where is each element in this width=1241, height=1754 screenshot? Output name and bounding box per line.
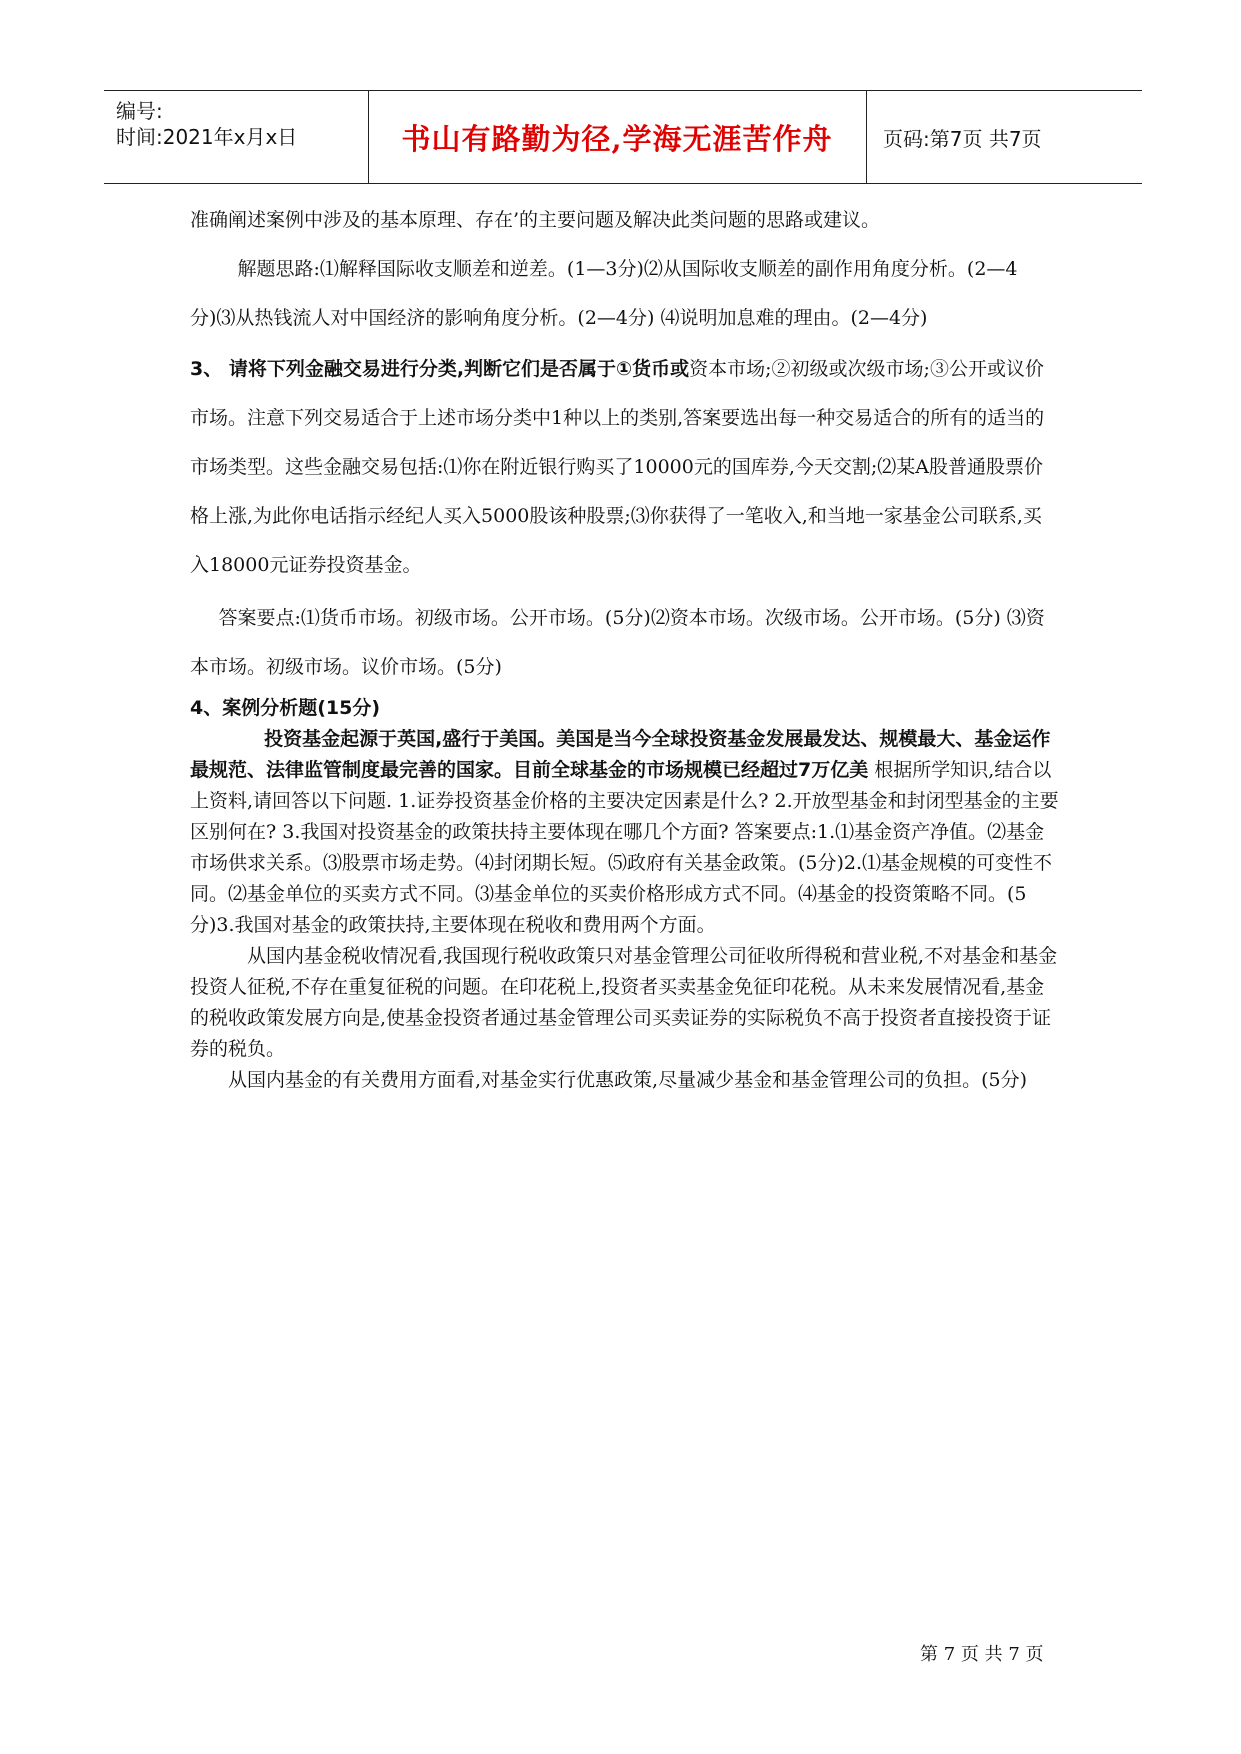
question-3 <box>190 345 1060 590</box>
number-label: 编号: <box>116 99 163 123</box>
page-footer: 第 7 页 共 7 页 <box>920 1644 1044 1665</box>
header-motto: 书山有路勤为径,学海无涯苦作舟 <box>401 121 833 156</box>
question-3-answer: 答案要点:⑴货币市场。初级市场。公开市场。(5分)⑵资本市场。次级市场。公开市场。(5分) ⑶资本市场。初级市场。议价市场。(5分) <box>190 607 1045 678</box>
header-divider <box>866 91 867 183</box>
paragraph-intro: 准确阐述案例中涉及的基本原理、存在’的主要问题及解决此类问题的思路或建议。 <box>190 209 881 231</box>
paragraph-tax: 从国内基金税收情况看,我国现行税收政策只对基金管理公司征收所得税和营业税,不对基金和基金投资人征税,不存在重复征税的问题。在印花税上,投资者买卖基金免征印花税。从未来发展情况看,基金的税收政策发展方向是,使基金投资者通过基金管理公司买卖证券的实际税负不高于投资者直接投资于证券的税负。 <box>190 945 1058 1060</box>
document-body <box>190 196 1060 1096</box>
page-header <box>104 90 1142 184</box>
time-label: 时间:2021年x月x日 <box>116 125 298 149</box>
question-3-text: 资本市场;②初级或次级市场;③公开或议价市场。注意下列交易适合于上述市场分类中1种以上的类别,答案要选出每一种交易适合的所有的适当的市场类型。这些金融交易包括:⑴你在附近银行购买了10000元的国库券,今天交割;⑵某A股普通股票价格上涨,为此你电话指示经纪人买入5000股该种股票;⑶你获得了一笔收入,和当地一家基金公司联系,买入18000元证券投资基金。 <box>190 358 1045 576</box>
question-4-title: 4、案例分析题(15分) <box>190 697 381 719</box>
header-divider <box>368 91 369 183</box>
header-meta <box>116 91 371 183</box>
header-page-label: 页码:第7页 共7页 <box>883 126 1042 151</box>
question-4-bold: 投资基金起源于英国,盛行于美国。美国是当今全球投资基金发展最发达、规模最大、基金运作最规范、法律监管制度最完善的国家。目前全球基金的市场规模已经超过7万亿美 <box>190 728 1051 781</box>
paragraph-fee: 从国内基金的有关费用方面看,对基金实行优惠政策,尽量减少基金和基金管理公司的负担。(5分) <box>228 1069 1027 1091</box>
question-3-bold: 3、 请将下列金融交易进行分类,判断它们是否属于①货币或 <box>190 358 690 380</box>
paragraph-solution: 解题思路:⑴解释国际收支顺差和逆差。(1—3分)⑵从国际收支顺差的副作用角度分析。(2—4分)⑶从热钱流人对中国经济的影响角度分析。(2—4分) ⑷说明加息难的理由。(2—4分) <box>190 258 1018 329</box>
question-4-text: 根据所学知识,结合以上资料,请回答以下问题. 1.证券投资基金价格的主要决定因素是什么? 2.开放型基金和封闭型基金的主要区别何在? 3.我国对投资基金的政策扶持主要体现在哪几个方面? 答案要点:1.⑴基金资产净值。⑵基金市场供求关系。⑶股票市场走势。⑷封闭期长短。⑸政府有关基金政策。(5分)2.⑴基金规模的可变性不同。⑵基金单位的买卖方式不同。⑶基金单位的买卖价格形成方式不同。⑷基金的投资策略不同。(5分)3.我国对基金的政策扶持,主要体现在税收和费用两个方面。 <box>190 759 1059 936</box>
question-4-body <box>190 724 1060 941</box>
